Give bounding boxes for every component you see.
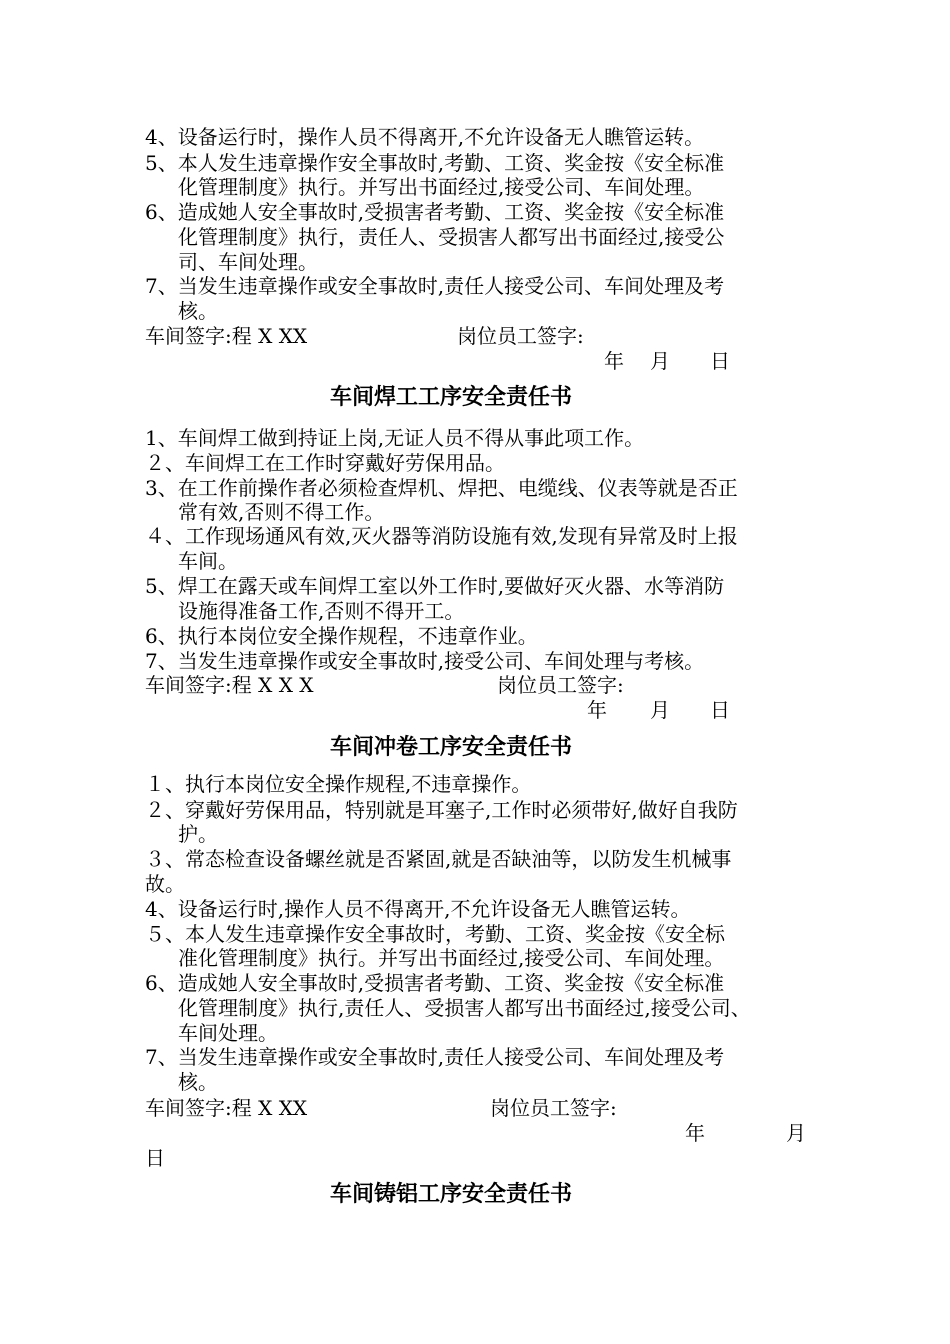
- clause-line: 护。: [178, 822, 218, 846]
- date-year: 年: [604, 349, 624, 373]
- clause-line: 化管理制度》执行。并写出书面经过,接受公司、车间处理。: [178, 175, 705, 199]
- clause-line: 常有效,否则不得工作。: [178, 500, 385, 524]
- date-month: 月: [786, 1121, 806, 1145]
- workshop-signature: 车间签字:程 X XX: [145, 324, 308, 348]
- section-title: 车间冲卷工序安全责任书: [330, 734, 573, 760]
- clause-line: 6、造成她人安全事故时,受损害者考勤、工资、奖金按《安全标准: [145, 200, 725, 224]
- clause-line: 7、当发生违章操作或安全事故时,责任人接受公司、车间处理及考: [145, 274, 725, 298]
- clause-line: 5、本人发生违章操作安全事故时,考勤、工资、奖金按《安全标准: [145, 151, 725, 175]
- employee-signature: 岗位员工签字:: [457, 324, 584, 348]
- clause-line: 故。: [145, 872, 185, 896]
- clause-line: 1、车间焊工做到持证上岗,无证人员不得从事此项工作。: [145, 426, 645, 450]
- clause-line: 核。: [178, 1070, 218, 1094]
- employee-signature: 岗位员工签字:: [490, 1096, 617, 1120]
- clause-line: ３、常态检查设备螺丝就是否紧固,就是否缺油等，以防发生机械事: [145, 847, 732, 871]
- clause-line: 车间处理。: [178, 1021, 278, 1045]
- clause-line: 准化管理制度》执行。并写出书面经过,接受公司、车间处理。: [178, 946, 725, 970]
- employee-signature: 岗位员工签字:: [497, 673, 624, 697]
- date-day: 日: [710, 698, 730, 722]
- clause-line: ４、工作现场通风有效,灭火器等消防设施有效,发现有异常及时上报: [145, 524, 738, 548]
- clause-line: 5、焊工在露天或车间焊工室以外工作时,要做好灭火器、水等消防: [145, 574, 725, 598]
- clause-line: 核。: [178, 299, 218, 323]
- section-title: 车间铸铝工序安全责任书: [330, 1181, 573, 1207]
- clause-line: 4、设备运行时,操作人员不得离开,不允许设备无人瞧管运转。: [145, 897, 691, 921]
- clause-line: 4、设备运行时，操作人员不得离开,不允许设备无人瞧管运转。: [145, 125, 705, 149]
- clause-line: ５、本人发生违章操作安全事故时，考勤、工资、奖金按《安全标: [145, 922, 725, 946]
- clause-line: １、执行本岗位安全操作规程,不违章操作。: [145, 772, 532, 796]
- date-month: 月: [650, 349, 670, 373]
- clause-line: 司、车间处理。: [178, 250, 318, 274]
- section-title: 车间焊工工序安全责任书: [330, 384, 573, 410]
- workshop-signature: 车间签字:程 X XX: [145, 1096, 308, 1120]
- clause-line: 化管理制度》执行，责任人、受损害人都写出书面经过,接受公: [178, 225, 725, 249]
- date-year: 年: [587, 698, 607, 722]
- clause-line: ２、车间焊工在工作时穿戴好劳保用品。: [145, 451, 505, 475]
- clause-line: 3、在工作前操作者必须检查焊机、焊把、电缆线、仪表等就是否正: [145, 476, 738, 500]
- clause-line: 化管理制度》执行,责任人、受损害人都写出书面经过,接受公司、: [178, 996, 751, 1020]
- workshop-signature: 车间签字:程 X X X: [145, 673, 314, 697]
- date-day: 日: [710, 349, 730, 373]
- date-month: 月: [650, 698, 670, 722]
- date-day: 日: [145, 1146, 165, 1170]
- clause-line: 6、执行本岗位安全操作规程，不违章作业。: [145, 624, 538, 648]
- clause-line: ２、穿戴好劳保用品，特别就是耳塞子,工作时必须带好,做好自我防: [145, 798, 738, 822]
- clause-line: 7、当发生违章操作或安全事故时,接受公司、车间处理与考核。: [145, 649, 705, 673]
- date-year: 年: [685, 1121, 705, 1145]
- clause-line: 设施得准备工作,否则不得开工。: [178, 599, 465, 623]
- clause-line: 车间。: [178, 549, 238, 573]
- clause-line: 6、造成她人安全事故时,受损害者考勤、工资、奖金按《安全标准: [145, 971, 725, 995]
- clause-line: 7、当发生违章操作或安全事故时,责任人接受公司、车间处理及考: [145, 1045, 725, 1069]
